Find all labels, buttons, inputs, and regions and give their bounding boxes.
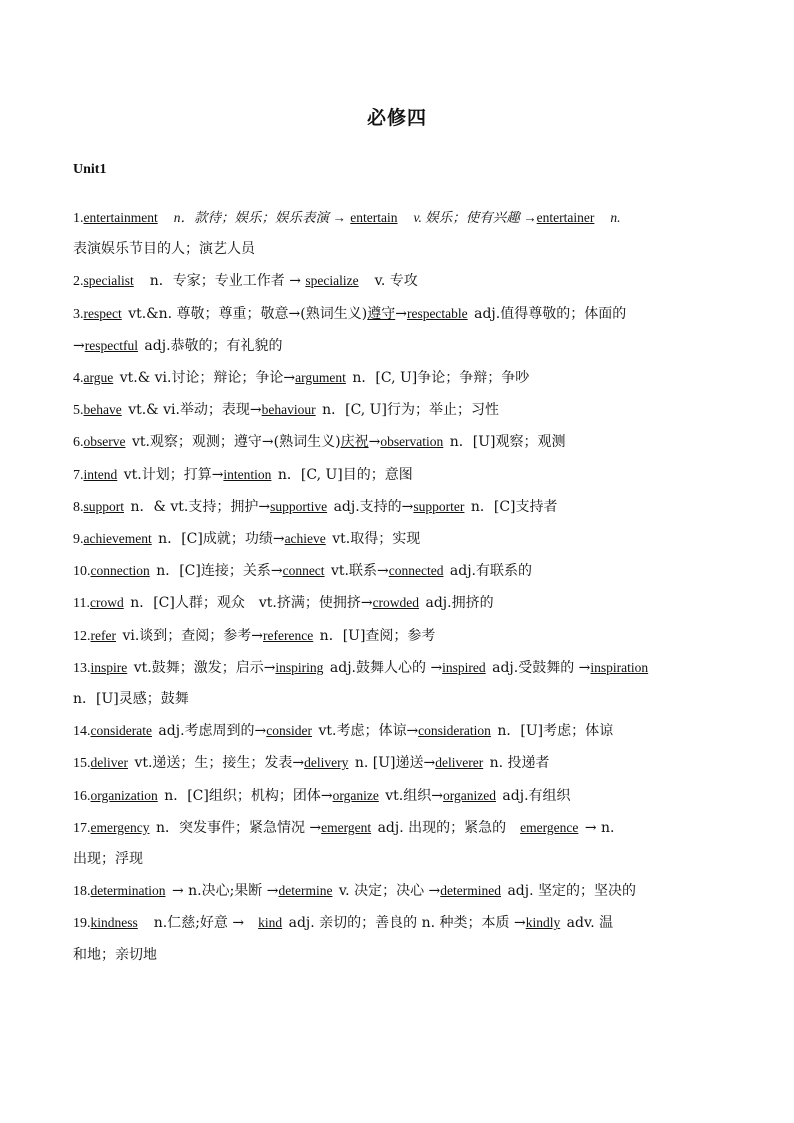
item-number: 9. bbox=[73, 532, 84, 548]
definition-text: adj.值得尊敬的；体面的 bbox=[474, 305, 627, 322]
definition-text: → n.决心;果断 → bbox=[171, 883, 279, 900]
answer-word: respectable bbox=[406, 305, 468, 321]
answer-word: emergent bbox=[321, 819, 372, 835]
answer-word: argument bbox=[295, 370, 346, 386]
item-number: 13. bbox=[73, 660, 91, 676]
item-number: 4. bbox=[73, 371, 84, 387]
definition-text: → bbox=[395, 305, 407, 322]
definition-text: n. [U]递送→ bbox=[354, 755, 436, 772]
definition-text: n．[C]连接；关系→ bbox=[156, 563, 283, 580]
definition-text: n．突发事件；紧急情况 → bbox=[155, 819, 322, 836]
answer-word: connected bbox=[388, 563, 444, 579]
list-item bbox=[73, 652, 727, 684]
answer-word: specialist bbox=[83, 273, 134, 289]
answer-word: organization bbox=[90, 787, 158, 803]
list-item bbox=[73, 587, 727, 619]
answer-word: respect bbox=[83, 305, 122, 321]
item-number: 2. bbox=[73, 274, 84, 290]
definition-text: vt.& vi.举动；表现→ bbox=[128, 402, 262, 419]
item-number: 6. bbox=[73, 435, 84, 451]
item-number: 16. bbox=[73, 788, 91, 804]
definition-text: vt.&n. 尊敬；尊重；敬意→(熟词生义) bbox=[128, 305, 368, 322]
answer-word: kind bbox=[258, 915, 283, 931]
answer-word: inspired bbox=[442, 659, 486, 675]
item-number: 1. bbox=[73, 211, 84, 226]
answer-word: determine bbox=[278, 883, 333, 899]
definition-text: adv. 温 bbox=[566, 915, 614, 932]
definition-text: → bbox=[368, 434, 381, 451]
page-title: 必修四 bbox=[366, 107, 427, 129]
answer-word: considerate bbox=[90, 723, 152, 739]
definition-text: vt.鼓舞；激发；启示→ bbox=[133, 659, 276, 676]
definition-text: vt.观察；观测；遵守→(熟词生义) bbox=[131, 434, 341, 451]
answer-word: behaviour bbox=[261, 402, 316, 418]
definition-text: vi.谈到；查阅；参考→ bbox=[122, 627, 264, 644]
list-item bbox=[73, 780, 727, 812]
answer-word: crowded bbox=[372, 595, 420, 611]
answer-word: observation bbox=[380, 434, 444, 450]
list-item bbox=[73, 555, 727, 587]
definition-text: n．[U]灵感；鼓舞 bbox=[73, 691, 189, 708]
definition-text: n．[C]支持者 bbox=[470, 498, 558, 515]
answer-word: determined bbox=[440, 883, 501, 899]
answer-word: deliver bbox=[90, 755, 128, 771]
list-item bbox=[73, 362, 727, 394]
definition-text: v. 娱乐；使有兴趣 → bbox=[413, 210, 537, 225]
answer-word: kindness bbox=[90, 915, 138, 931]
list-item bbox=[73, 265, 727, 297]
definition-text: n．[U]考虑；体谅 bbox=[497, 723, 614, 740]
answer-word: crowd bbox=[89, 595, 124, 611]
answer-word: consideration bbox=[418, 723, 491, 739]
answer-word: behave bbox=[83, 402, 122, 418]
definition-text: n.仁慈;好意 → bbox=[153, 915, 245, 932]
answer-word: respectful bbox=[84, 337, 138, 353]
definition-text: n．[C, U]行为；举止；习性 bbox=[322, 402, 499, 419]
definition-text: n．[U]查阅；参考 bbox=[319, 627, 436, 644]
definition-text: vt.计划；打算→ bbox=[123, 466, 224, 483]
list-item bbox=[73, 491, 727, 523]
item-number: 11. bbox=[73, 596, 90, 612]
item-number: 17. bbox=[73, 820, 91, 836]
answer-word: deliverer bbox=[435, 755, 484, 771]
definition-text: v. 决定；决心 → bbox=[338, 883, 441, 900]
answer-word: inspire bbox=[90, 659, 128, 675]
item-number: 3. bbox=[73, 306, 84, 322]
definition-text: 和地；亲切地 bbox=[73, 946, 157, 963]
definition-text: adj.考虑周到的→ bbox=[158, 723, 267, 740]
list-item bbox=[73, 620, 727, 652]
definition-text: adj. 出现的；紧急的 bbox=[377, 819, 507, 836]
answer-word: consider bbox=[266, 723, 312, 739]
definition-text: adj.有组织 bbox=[502, 787, 571, 804]
definition-text: n．[C, U]目的；意图 bbox=[277, 466, 413, 483]
item-number: 10. bbox=[73, 564, 91, 580]
definition-text: vt.& vi.讨论；辩论；争论→ bbox=[119, 370, 296, 387]
list-item bbox=[73, 715, 727, 747]
answer-word: connection bbox=[90, 563, 150, 579]
list-item bbox=[73, 426, 727, 458]
definition-text: n．[C, U]争论；争辩；争吵 bbox=[352, 370, 530, 387]
answer-word: support bbox=[83, 498, 124, 514]
definition-text: adj.鼓舞人心的 → bbox=[329, 659, 443, 676]
answer-word: achieve bbox=[284, 531, 326, 547]
list-item bbox=[73, 234, 727, 265]
answer-word: kindly bbox=[525, 915, 561, 931]
item-number: 18. bbox=[73, 884, 91, 900]
item-number: 14. bbox=[73, 724, 91, 740]
definition-text: v. 专攻 bbox=[374, 273, 418, 290]
definition-text: adj. 坚定的；坚决的 bbox=[507, 883, 637, 900]
definition-text: n．[U]观察；观测 bbox=[449, 434, 566, 451]
list-item bbox=[73, 747, 727, 779]
vocabulary-list bbox=[73, 202, 727, 971]
definition-text: 表演娱乐节目的人；演艺人员 bbox=[73, 241, 255, 258]
answer-word: determination bbox=[90, 883, 166, 899]
list-item bbox=[73, 330, 727, 362]
answer-word: supporter bbox=[413, 498, 465, 514]
definition-text: adj.恭敬的；有礼貌的 bbox=[144, 337, 283, 354]
definition-text: vt.递送；生；接生；发表→ bbox=[134, 755, 305, 772]
answer-word: delivery bbox=[304, 755, 349, 771]
definition-text: n．& vt.支持；拥护→ bbox=[130, 498, 271, 515]
list-item bbox=[73, 844, 727, 875]
definition-text: n．[C]人群；观众 vt.挤满；使拥挤→ bbox=[130, 595, 373, 612]
item-number: 12. bbox=[73, 628, 91, 644]
definition-text: 庆祝 bbox=[340, 434, 369, 451]
answer-word: argue bbox=[83, 370, 114, 386]
answer-word: refer bbox=[90, 627, 116, 643]
definition-text: vt.联系→ bbox=[331, 563, 389, 580]
definition-text: n．[C]组织；机构；团体→ bbox=[164, 787, 333, 804]
answer-word: observe bbox=[83, 434, 126, 450]
list-item bbox=[73, 684, 727, 715]
definition-text: → bbox=[73, 337, 85, 354]
definition-text: vt.组织→ bbox=[385, 787, 443, 804]
answer-word: organized bbox=[442, 787, 496, 803]
answer-word: emergence bbox=[520, 819, 579, 835]
list-item bbox=[73, 202, 727, 234]
answer-word: achievement bbox=[83, 531, 152, 547]
list-item bbox=[73, 394, 727, 426]
definition-text: 遵守 bbox=[367, 305, 396, 322]
answer-word: connect bbox=[282, 563, 325, 579]
list-item bbox=[73, 875, 727, 907]
definition-text: adj. 亲切的；善良的 n. 种类；本质 → bbox=[288, 915, 526, 932]
list-item bbox=[73, 907, 727, 939]
list-item bbox=[73, 298, 727, 330]
answer-word: inspiring bbox=[275, 659, 324, 675]
definition-text: 出现；浮现 bbox=[73, 851, 143, 868]
definition-text: n. bbox=[610, 210, 621, 225]
definition-text: n．专家；专业工作者 → bbox=[149, 273, 301, 290]
answer-word: emergency bbox=[90, 819, 150, 835]
definition-text: adj.支持的→ bbox=[333, 498, 414, 515]
answer-word: supportive bbox=[270, 498, 328, 514]
definition-text: adj.有联系的 bbox=[449, 563, 533, 580]
answer-word: entertainment bbox=[83, 210, 158, 225]
item-number: 7. bbox=[73, 467, 84, 483]
answer-word: entertain bbox=[350, 210, 398, 225]
item-number: 5. bbox=[73, 403, 84, 419]
list-item bbox=[73, 812, 727, 844]
definition-text: vt.取得；实现 bbox=[332, 531, 421, 548]
definition-text: adj.受鼓舞的 → bbox=[492, 659, 591, 676]
item-number: 8. bbox=[73, 499, 84, 515]
answer-word: specialize bbox=[305, 273, 359, 289]
answer-word: intention bbox=[223, 466, 272, 482]
answer-word: inspiration bbox=[590, 659, 649, 675]
list-item bbox=[73, 940, 727, 971]
item-number: 19. bbox=[73, 916, 91, 932]
definition-text: → n. bbox=[584, 819, 615, 836]
unit-heading: Unit1 bbox=[73, 162, 107, 177]
answer-word: entertainer bbox=[536, 210, 595, 225]
answer-word: organize bbox=[332, 787, 379, 803]
definition-text: adj.拥挤的 bbox=[425, 595, 494, 612]
definition-text: n. 投递者 bbox=[489, 755, 550, 772]
definition-text: vt.考虑；体谅→ bbox=[318, 723, 419, 740]
item-number: 15. bbox=[73, 756, 91, 772]
answer-word: reference bbox=[263, 627, 314, 643]
list-item bbox=[73, 523, 727, 555]
list-item bbox=[73, 459, 727, 491]
definition-text: n．款待；娱乐；娱乐表演 → bbox=[173, 210, 346, 225]
answer-word: intend bbox=[83, 466, 118, 482]
definition-text: n．[C]成就；功绩→ bbox=[158, 531, 285, 548]
